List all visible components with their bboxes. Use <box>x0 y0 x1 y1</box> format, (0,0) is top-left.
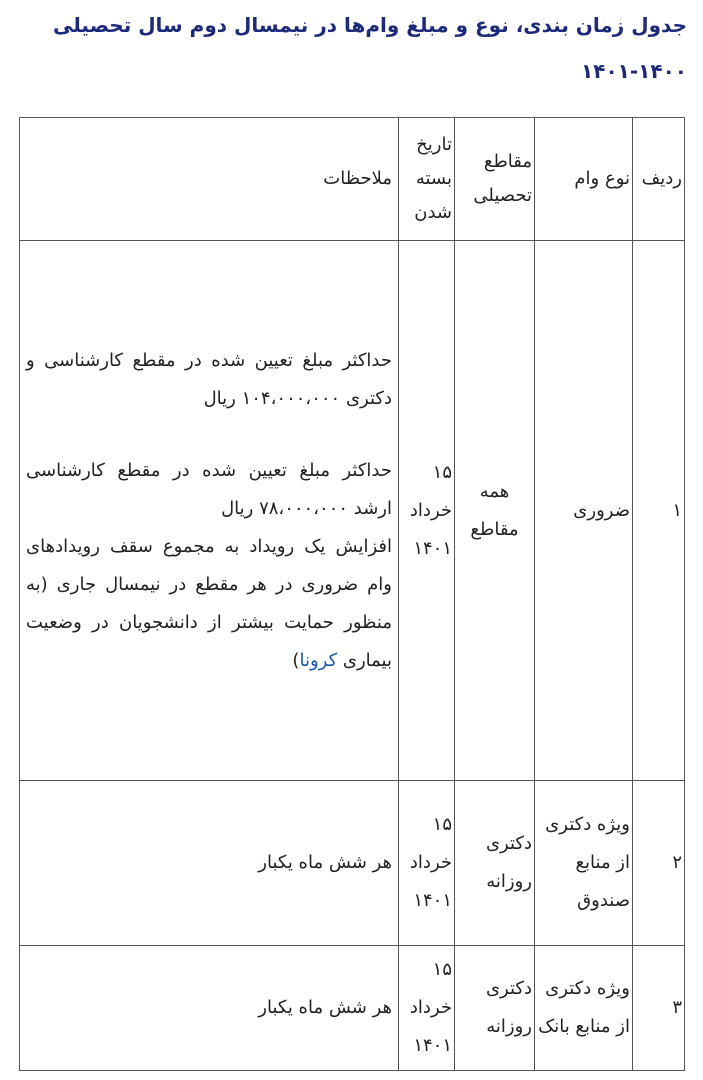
cell-radif: ۲ <box>633 781 685 946</box>
cell-notes: هر شش ماه یکبار <box>20 781 399 946</box>
header-type: نوع وام <box>535 118 633 241</box>
cell-type: ویژه دکتری از منابع صندوق <box>535 781 633 946</box>
cell-date: ۱۵ خرداد ۱۴۰۱ <box>399 241 455 781</box>
notes-paragraph: حداکثر مبلغ تعیین شده در مقطع کارشناسی ارشد ۷۸،۰۰۰،۰۰۰ ریال <box>26 459 392 519</box>
cell-date: ۱۵ خرداد ۱۴۰۱ <box>399 946 455 1071</box>
header-notes: ملاحظات <box>20 118 399 241</box>
cell-level: دکتری روزانه <box>455 946 535 1071</box>
notes-paragraph: حداکثر مبلغ تعیین شده در مقطع کارشناسی و دکتری ۱۰۴،۰۰۰،۰۰۰ ریال <box>26 349 392 409</box>
cell-type: ضروری <box>535 241 633 781</box>
cell-type: ویژه دکتری از منابع بانک <box>535 946 633 1071</box>
table-header-row <box>20 118 685 241</box>
corona-link[interactable]: کرونا <box>299 649 338 671</box>
cell-date: ۱۵ خرداد ۱۴۰۱ <box>399 781 455 946</box>
table-row <box>20 241 685 781</box>
table-row <box>20 946 685 1071</box>
cell-radif: ۱ <box>633 241 685 781</box>
table-row <box>20 781 685 946</box>
cell-level: دکتری روزانه <box>455 781 535 946</box>
cell-notes <box>20 241 399 781</box>
notes-text: افزایش یک رویداد به مجموع سقف رویدادهای وام ضروری در هر مقطع در نیمسال جاری (به منظور حمایت بیشتر از دانشجویان در وضعیت بیماری <box>26 535 392 671</box>
page-title: جدول زمان بندی، نوع و مبلغ وام‌ها در نیمسال دوم سال تحصیلی ۱۴۰۰-۱۴۰۱ <box>53 13 687 83</box>
header-date: تاریخ بسته شدن <box>399 118 455 241</box>
header-radif: ردیف <box>633 118 685 241</box>
notes-paragraph <box>26 528 392 680</box>
loans-table <box>19 117 685 1071</box>
cell-level: همه مقاطع <box>455 241 535 781</box>
cell-radif: ۳ <box>633 946 685 1071</box>
header-level: مقاطع تحصیلی <box>455 118 535 241</box>
notes-text-end: ) <box>292 649 300 671</box>
cell-notes: هر شش ماه یکبار <box>20 946 399 1071</box>
